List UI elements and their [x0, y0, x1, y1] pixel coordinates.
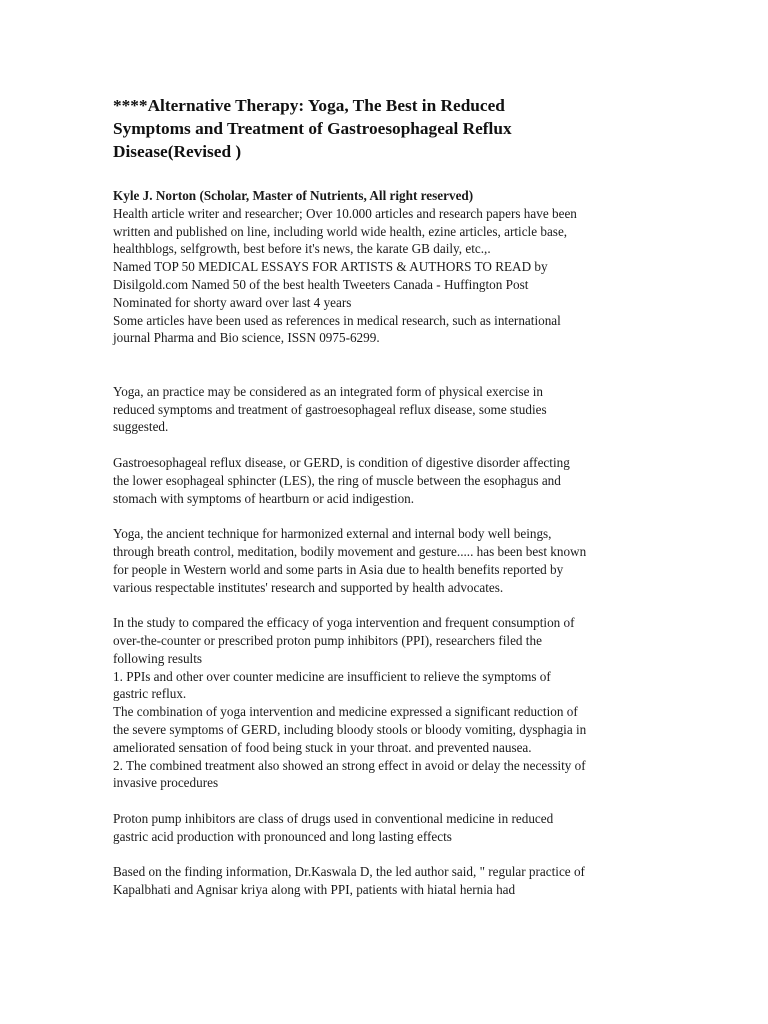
- paragraph-line: the severe symptoms of GERD, including bloody stools or bloody vomiting, dysphagia in: [113, 721, 587, 737]
- paragraph-line: Proton pump inhibitors are class of drugs used in conventional medicine in reduced: [113, 810, 554, 826]
- paragraph-line: suggested.: [113, 419, 169, 435]
- article-title: [113, 94, 658, 163]
- paragraph-line: invasive procedures: [113, 775, 219, 791]
- author-bio-line: journal Pharma and Bio science, ISSN 0975-6299.: [113, 330, 380, 346]
- paragraph-line: In the study to compared the efficacy of yoga intervention and frequent consumption of: [113, 615, 575, 631]
- title-line: Symptoms and Treatment of Gastroesophageal Reflux: [113, 119, 512, 138]
- paragraph-line: over-the-counter or prescribed proton pump inhibitors (PPI), researchers filed the: [113, 632, 542, 648]
- author-bio-line: written and published on line, including world wide health, ezine articles, article base,: [113, 223, 568, 239]
- paragraph-line: Based on the finding information, Dr.Kaswala D, the led author said, " regular practice of: [113, 864, 585, 880]
- author-bio-line: Nominated for shorty award over last 4 years: [113, 294, 352, 310]
- paragraph-line: following results: [113, 650, 203, 666]
- author-name: Kyle J. Norton (Scholar, Master of Nutrients, All right reserved): [113, 188, 474, 203]
- author-block: [113, 187, 658, 347]
- paragraph-gerd-definition: [113, 454, 658, 507]
- author-bio-line: Health article writer and researcher; Over 10.000 articles and research papers have been: [113, 205, 577, 221]
- author-bio-line: Some articles have been used as references in medical research, such as international: [113, 312, 561, 328]
- paragraph-line: the lower esophageal sphincter (LES), the ring of muscle between the esophagus and: [113, 472, 561, 488]
- title-line: Disease(Revised ): [113, 142, 242, 161]
- paragraph-line: for people in Western world and some parts in Asia due to health benefits reported by: [113, 561, 564, 577]
- paragraph-line: Yoga, an practice may be considered as an integrated form of physical exercise in: [113, 383, 544, 399]
- paragraph-line: ameliorated sensation of food being stuck in your throat. and prevented nausea.: [113, 739, 532, 755]
- paragraph-line: stomach with symptoms of heartburn or acid indigestion.: [113, 490, 415, 506]
- paragraph-line: Kapalbhati and Agnisar kriya along with PPI, patients with hiatal hernia had: [113, 882, 516, 898]
- paragraph-ppi: [113, 810, 658, 846]
- paragraph-line: reduced symptoms and treatment of gastroesophageal reflux disease, some studies: [113, 401, 547, 417]
- author-bio-line: Named TOP 50 MEDICAL ESSAYS FOR ARTISTS & AUTHORS TO READ by: [113, 259, 548, 275]
- paragraph-findings: [113, 863, 658, 899]
- paragraph-yoga-intro: [113, 383, 658, 436]
- paragraph-line: Yoga, the ancient technique for harmonized external and internal body well beings,: [113, 526, 552, 542]
- paragraph-line: Gastroesophageal reflux disease, or GERD, is condition of digestive disorder affecting: [113, 454, 570, 470]
- paragraph-line: 1. PPIs and other over counter medicine are insufficient to relieve the symptoms of: [113, 668, 551, 684]
- paragraph-line: gastric reflux.: [113, 686, 187, 702]
- paragraph-line: through breath control, meditation, bodily movement and gesture..... has been best known: [113, 543, 587, 559]
- title-line: ****Alternative Therapy: Yoga, The Best in Reduced: [113, 96, 505, 115]
- paragraph-line: 2. The combined treatment also showed an strong effect in avoid or delay the necessity of: [113, 757, 586, 773]
- paragraph-yoga-technique: [113, 525, 658, 596]
- author-bio-line: healthblogs, selfgrowth, best before it's news, the karate GB daily, etc.,.: [113, 241, 491, 257]
- author-bio-line: Disilgold.com Named 50 of the best health Tweeters Canada - Huffington Post: [113, 276, 529, 292]
- paragraph-study-results: [113, 614, 658, 792]
- paragraph-line: various respectable institutes' research and supported by health advocates.: [113, 579, 504, 595]
- document-page: [113, 94, 658, 899]
- paragraph-line: gastric acid production with pronounced and long lasting effects: [113, 828, 452, 844]
- paragraph-line: The combination of yoga intervention and medicine expressed a significant reduction of: [113, 704, 578, 720]
